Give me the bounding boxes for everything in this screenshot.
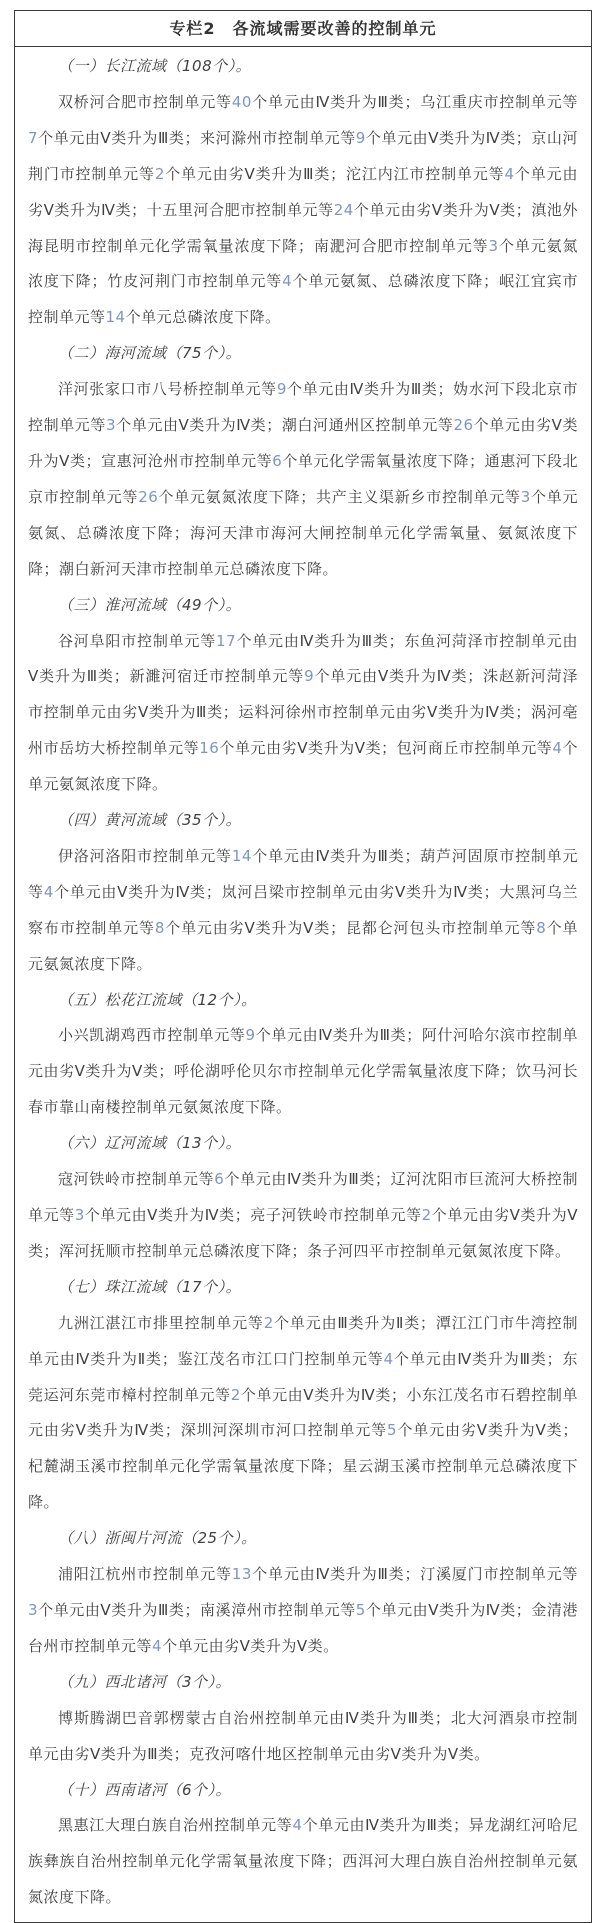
unit-count-number: 3 [28, 1600, 39, 1619]
unit-count-number: 4 [504, 164, 515, 183]
section-paragraph: 黑惠江大理白族自治州控制单元等4个单元由Ⅳ类升为Ⅲ类；异龙湖红河哈尼族彝族自治州控制单元化学需氧量浓度下降；西洱河大理白族自治州控制单元氨氮浓度下降。 [28, 1816, 578, 1907]
unit-count-number: 14 [105, 308, 126, 327]
unit-count-number: 6 [214, 1170, 225, 1189]
unit-count-number: 16 [199, 739, 220, 758]
section-paragraph: 双桥河合肥市控制单元等40个单元由Ⅳ类升为Ⅲ类；乌江重庆市控制单元等7个单元由Ⅴ类升为Ⅲ类；来河滁州市控制单元等9个单元由Ⅴ类升为Ⅳ类；京山河荆门市控制单元等2个单元由劣Ⅴ类升为Ⅲ类；沱江内江市控制单元等4个单元由劣Ⅴ类升为Ⅳ类；十五里河合肥市控制单元等24个单元由劣Ⅴ类升为Ⅴ类；滇池外海昆明市控制单元化学需氧量浓度下降；南淝河合肥市控制单元等3个单元氨氮浓度下降；竹皮河荆门市控制单元等4个单元氨氮、总磷浓度下降；岷江宜宾市控制单元等14个单元总磷浓度下降。 [28, 92, 578, 327]
section-heading: （十）西南诸河（6个）。 [58, 1780, 232, 1799]
unit-count-number: 4 [383, 1349, 394, 1368]
unit-count-number: 3 [520, 487, 531, 506]
section-heading: （四）黄河流域（35个）。 [58, 811, 242, 830]
unit-count-number: 13 [231, 1565, 252, 1584]
unit-count-number: 5 [355, 1600, 366, 1619]
section-heading: （一）长江流域（108个）。 [58, 57, 252, 75]
unit-count-number: 9 [245, 1026, 256, 1045]
section-paragraph: 九洲江湛江市排里控制单元等2个单元由Ⅲ类升为Ⅱ类；潭江江门市牛湾控制单元由Ⅳ类升为Ⅱ类；鉴江茂名市江口门控制单元等4个单元由Ⅳ类升为Ⅲ类；东莞运河东莞市樟村控制单元等2个单元由Ⅴ类升为Ⅳ类；小东江茂名市石碧控制单元由劣Ⅴ类升为Ⅳ类；深圳河深圳市河口控制单元等5个单元由劣Ⅴ类升为Ⅴ类；杞麓湖玉溪市控制单元化学需氧量浓度下降；星云湖玉溪市控制单元总磷浓度下降。 [28, 1313, 578, 1512]
section-heading: （五）松花江流域（12个）。 [58, 990, 257, 1009]
unit-count-number: 6 [272, 451, 283, 470]
unit-count-number: 9 [304, 667, 315, 686]
section-paragraph: 小兴凯湖鸡西市控制单元等9个单元由Ⅳ类升为Ⅲ类；阿什河哈尔滨市控制单元由劣Ⅴ类升为Ⅴ类；呼伦湖呼伦贝尔市控制单元化学需氧量浓度下降；饮马河长春市靠山南楼控制单元氨氮浓度下降。 [28, 1026, 578, 1117]
section-heading: （三）淮河流域（49个）。 [58, 595, 242, 614]
unit-count-number: 9 [355, 128, 366, 147]
section-heading: （六）辽河流域（13个）。 [58, 1134, 242, 1153]
unit-count-number: 2 [421, 1206, 432, 1224]
unit-count-number: 40 [231, 92, 252, 111]
panel-control-units [14, 10, 592, 1923]
unit-count-number: 2 [154, 164, 165, 183]
unit-count-number: 2 [230, 1385, 241, 1404]
unit-count-number: 17 [216, 631, 237, 650]
unit-count-number: 7 [28, 128, 39, 147]
unit-count-number: 24 [333, 200, 354, 219]
unit-count-number: 4 [292, 1816, 303, 1835]
section-paragraph: 洋河张家口市八号桥控制单元等9个单元由Ⅳ类升为Ⅲ类；妫水河下段北京市控制单元等3个单元由Ⅴ类升为Ⅳ类；潮白河通州区控制单元等26个单元由劣Ⅴ类升为Ⅴ类；宣惠河沧州市控制单元等6个单元化学需氧量浓度下降；通惠河下段北京市控制单元等26个单元氨氮浓度下降；共产主义渠新乡市控制单元等3个单元氨氮、总磷浓度下降；海河天津市海河大闸控制单元化学需氧量、氨氮浓度下降；潮白新河天津市控制单元总磷浓度下降。 [28, 380, 578, 578]
section-heading: （八）浙闽片河流（25个）。 [58, 1529, 257, 1548]
unit-count-number: 3 [74, 1206, 85, 1224]
section-heading: （九）西北诸河（3个）。 [58, 1672, 232, 1691]
section-paragraph: 浦阳江杭州市控制单元等13个单元由Ⅳ类升为Ⅲ类；汀溪厦门市控制单元等3个单元由Ⅴ类升为Ⅲ类；南溪漳州市控制单元等5个单元由Ⅴ类升为Ⅳ类；金清港台州市控制单元等4个单元由劣Ⅴ类升为Ⅴ类。 [28, 1565, 578, 1655]
unit-count-number: 8 [154, 918, 165, 937]
panel-title: 专栏2 各流域需要改善的控制单元 [15, 11, 591, 47]
unit-count-number: 3 [488, 236, 499, 255]
unit-count-number: 4 [43, 882, 54, 901]
unit-count-number: 9 [276, 380, 287, 399]
section-paragraph: 博斯腾湖巴音郭楞蒙古自治州控制单元由Ⅳ类升为Ⅲ类；北大河酒泉市控制单元由劣Ⅴ类升为Ⅲ类；克孜河喀什地区控制单元由劣Ⅴ类升为Ⅴ类。 [28, 1708, 578, 1763]
section-paragraph: 寇河铁岭市控制单元等6个单元由Ⅳ类升为Ⅲ类；辽河沈阳市巨流河大桥控制单元等3个单元由Ⅴ类升为Ⅳ类；亮子河铁岭市控制单元等2个单元由劣Ⅴ类升为Ⅴ类；浑河抚顺市控制单元总磷浓度下降；条子河四平市控制单元氨氮浓度下降。 [28, 1170, 578, 1260]
unit-count-number: 14 [231, 846, 252, 865]
unit-count-number: 8 [536, 918, 547, 937]
unit-count-number: 5 [387, 1421, 398, 1440]
unit-count-number: 26 [138, 487, 159, 506]
unit-count-number: 4 [152, 1636, 163, 1655]
section-heading: （七）珠江流域（17个）。 [58, 1277, 242, 1296]
unit-count-number: 26 [453, 416, 474, 435]
unit-count-number: 4 [282, 272, 293, 291]
unit-count-number: 3 [106, 416, 117, 435]
section-heading: （二）海河流域（75个）。 [58, 344, 242, 363]
section-paragraph: 伊洛河洛阳市控制单元等14个单元由Ⅳ类升为Ⅲ类；葫芦河固原市控制单元等4个单元由Ⅴ类升为Ⅳ类；岚河吕梁市控制单元由劣Ⅴ类升为Ⅳ类；大黑河乌兰察布市控制单元等8个单元由劣Ⅴ类升为Ⅴ类；昆都仑河包头市控制单元等8个单元氨氮浓度下降。 [28, 846, 578, 973]
unit-count-number: 4 [552, 739, 563, 758]
unit-count-number: 2 [263, 1313, 274, 1332]
panel-body [15, 47, 591, 1922]
section-paragraph: 谷河阜阳市控制单元等17个单元由Ⅳ类升为Ⅲ类；东鱼河菏泽市控制单元由Ⅴ类升为Ⅲ类；新濉河宿迁市控制单元等9个单元由Ⅴ类升为Ⅳ类；洙赵新河菏泽市控制单元由劣Ⅴ类升为Ⅲ类；运料河徐州市控制单元由劣Ⅴ类升为Ⅳ类；涡河亳州市岳坊大桥控制单元等16个单元由劣Ⅴ类升为Ⅴ类；包河商丘市控制单元等4个单元氨氮浓度下降。 [28, 631, 578, 794]
